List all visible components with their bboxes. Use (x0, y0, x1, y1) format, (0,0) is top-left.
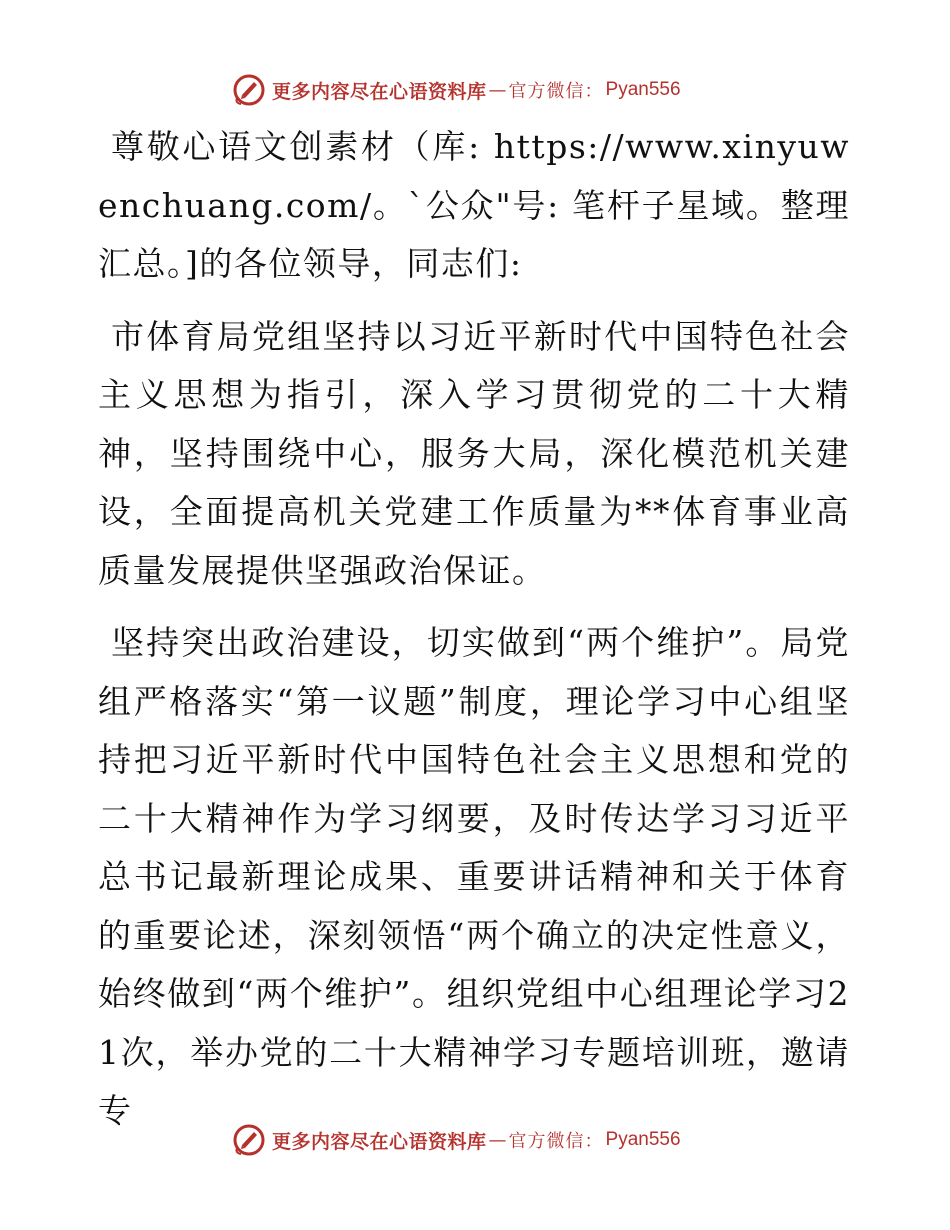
paragraph-salutation: 尊敬心语文创素材（库: https://www.xinyuwenchuang.com/。`公众"号: 笔杆子星域。整理汇总。]的各位领导，同志们: (98, 127, 850, 283)
banner-wechat-id: Pyan556 (605, 79, 681, 100)
banner-text: 更多内容尽在心语资料库 (272, 1130, 487, 1153)
header-banner (232, 72, 681, 108)
banner-dash: — (488, 1129, 507, 1151)
paragraph-political-building: 坚持突出政治建设，切实做到“两个维护”。局党组严格落实“第一议题”制度，理论学习中心组坚持把习近平新时代中国特色社会主义思想和党的二十大精神作为学习纲要，及时传达学习习近平总书记最新理论成果、重要讲话精神和关于体育的重要论述，深刻领悟“两个确立的决定性意义，始终做到“两个维护”。组织党组中心组理论学习21次，举办党的二十大精神学习专题培训班，邀请专 (98, 623, 850, 1130)
logo-icon (232, 1123, 266, 1157)
banner-wechat-id: Pyan556 (605, 1129, 681, 1150)
footer-banner (232, 1122, 681, 1158)
document-body (98, 118, 850, 1141)
paragraph-intro: 市体育局党组坚持以习近平新时代中国特色社会主义思想为指引，深入学习贯彻党的二十大精神，坚持围绕中心，服务大局，深化模范机关建设，全面提高机关党建工作质量为**体育事业高质量发展提供坚强政治保证。 (98, 316, 850, 590)
banner-wechat-label: 官方微信： (508, 1131, 604, 1152)
banner-dash: — (488, 79, 507, 101)
logo-icon (232, 73, 266, 107)
banner-wechat-label: 官方微信： (508, 81, 604, 102)
banner-text: 更多内容尽在心语资料库 (272, 80, 487, 103)
